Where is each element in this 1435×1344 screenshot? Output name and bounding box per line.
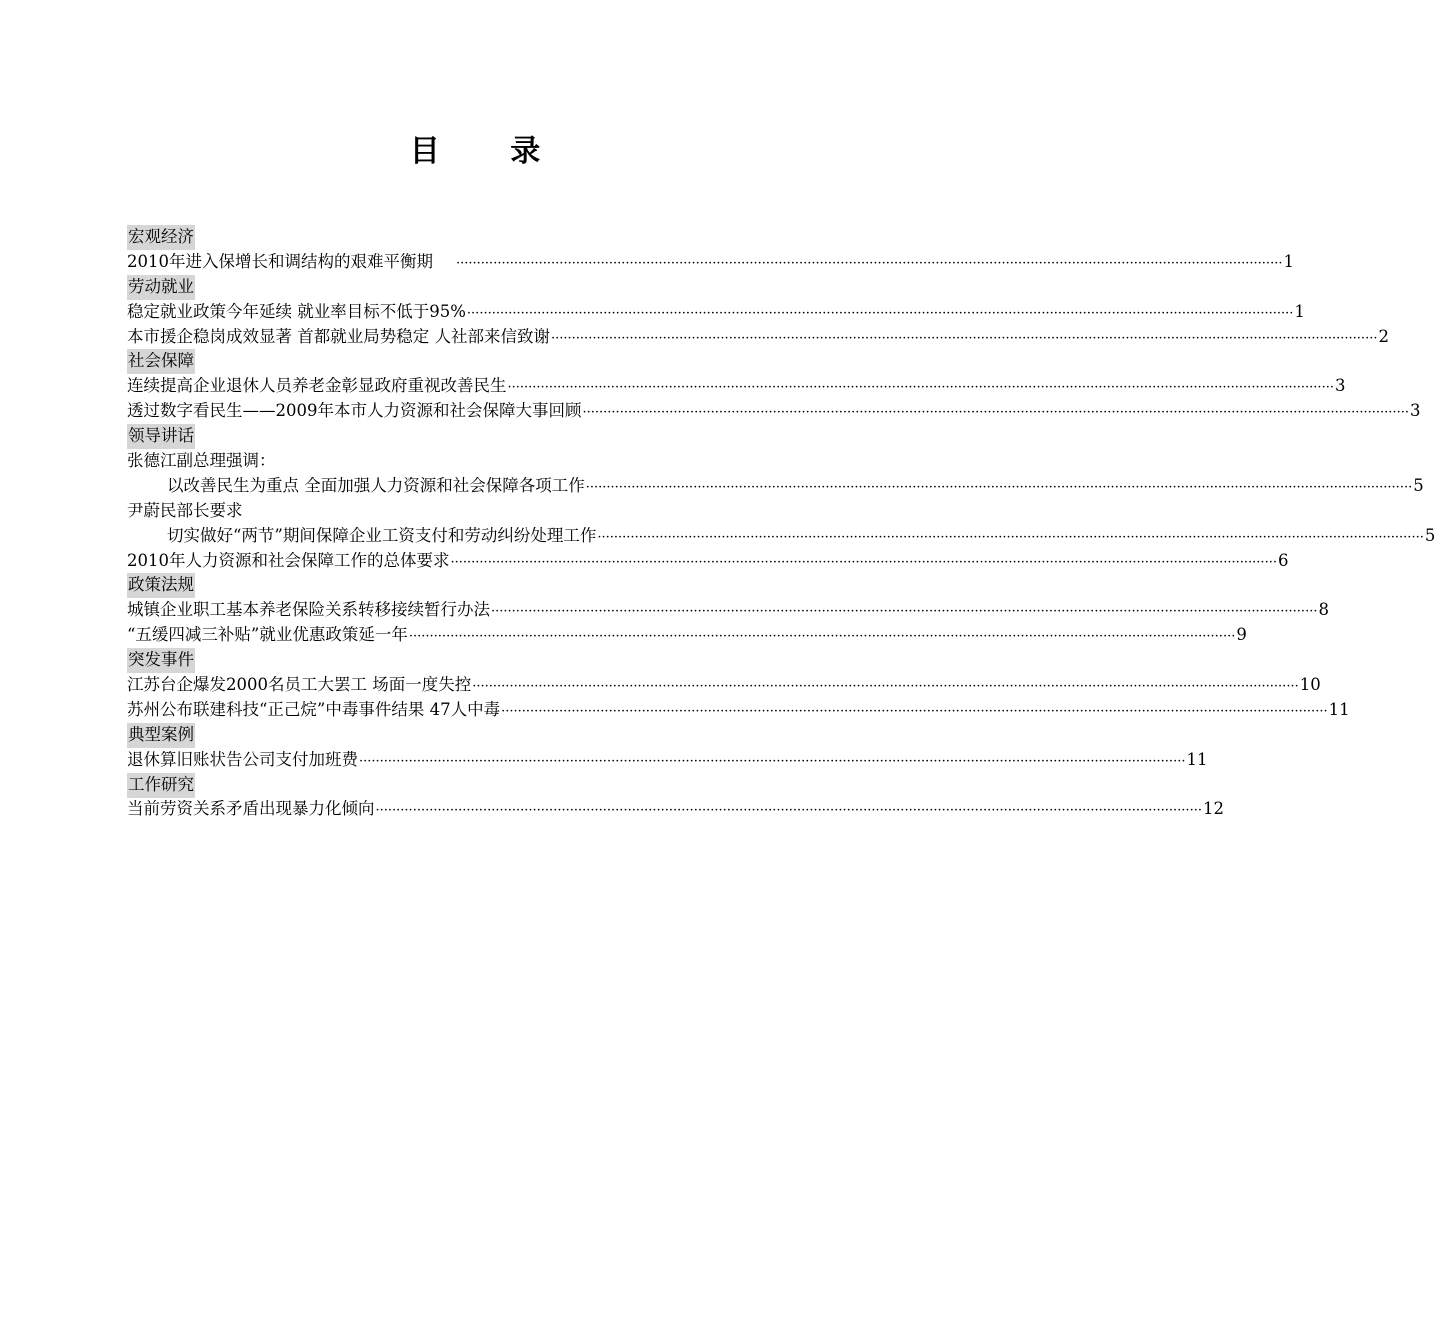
toc-entry [127, 623, 1247, 648]
page-number: 2 [1378, 326, 1389, 346]
leader-dots: ········································································································································································································ [472, 679, 1299, 695]
page-number: 6 [1277, 550, 1289, 570]
page-number: 12 [1202, 799, 1224, 819]
section-label: 社会保障 [127, 349, 195, 374]
toc-entry [127, 399, 1421, 424]
page-number: 5 [1413, 475, 1424, 495]
toc-entry [127, 325, 1389, 350]
leader-dots: ········································································································································································································ [359, 753, 1186, 769]
toc-entry [127, 748, 1208, 773]
section-label: 政策法规 [127, 573, 195, 598]
toc-entry [127, 549, 1289, 574]
entry-title: 苏州公布联建科技“正己烷”中毒事件结果 47人中毒 [127, 699, 501, 719]
toc-section-heading [127, 648, 815, 673]
entry-title: 透过数字看民生——2009年本市人力资源和社会保障大事回顾 [127, 401, 582, 421]
entry-title: 稳定就业政策今年延续 就业率目标不低于95% [127, 301, 466, 321]
toc-entry [127, 598, 1329, 623]
section-label: 劳动就业 [127, 275, 195, 300]
toc-section-heading [127, 225, 815, 250]
leader-dots: ········································································································································································································ [408, 629, 1236, 645]
subheading-label: 张德江副总理强调： [127, 451, 276, 471]
page-number: 11 [1186, 749, 1208, 769]
page-number: 11 [1328, 699, 1350, 719]
section-label: 突发事件 [127, 648, 195, 673]
toc-entry [127, 250, 1294, 275]
toc-section-heading [127, 424, 815, 449]
leader-dots: ········································································································································································································ [466, 305, 1294, 321]
toc-section-heading [127, 773, 815, 798]
leader-dots: ········································································································································································································ [582, 405, 1409, 421]
entry-title: 本市援企稳岗成效显著 首都就业局势稳定 人社部来信致谢 [127, 326, 550, 346]
toc-subheading [127, 449, 815, 474]
entry-title: “五缓四减三补贴”就业优惠政策延一年 [127, 625, 408, 645]
leader-dots: ········································································································································································································ [456, 255, 1283, 271]
subheading-label: 尹蔚民部长要求 [127, 500, 243, 520]
toc-section-heading [127, 573, 815, 598]
toc-entry [127, 374, 1346, 399]
leader-dots: ········································································································································································································ [491, 604, 1318, 620]
leader-dots: ········································································································································································································ [375, 803, 1202, 819]
page-number: 8 [1318, 600, 1329, 620]
toc-entry [127, 300, 1305, 325]
entry-title: 连续提高企业退休人员养老金彰显政府重视改善民生 [127, 376, 507, 396]
toc-entry [127, 797, 1224, 822]
entry-title: 退休算旧账状告公司支付加班费 [127, 749, 358, 769]
leader-dots: ········································································································································································································ [585, 479, 1413, 495]
page-number: 3 [1334, 376, 1346, 396]
toc-entry [127, 474, 1424, 499]
table-of-contents [127, 225, 1435, 822]
entry-title: 2010年人力资源和社会保障工作的总体要求 [127, 550, 450, 570]
section-label: 工作研究 [127, 773, 195, 798]
page-number: 1 [1294, 301, 1305, 321]
leader-dots: ········································································································································································································ [597, 529, 1424, 545]
section-label: 典型案例 [127, 723, 195, 748]
leader-dots: ········································································································································································································ [507, 380, 1334, 396]
toc-entry [127, 673, 1321, 698]
page-number: 9 [1236, 625, 1247, 645]
toc-entry [127, 698, 1350, 723]
entry-title: 切实做好“两节”期间保障企业工资支付和劳动纠纷处理工作 [167, 525, 597, 545]
page-number: 10 [1299, 675, 1321, 695]
page-number: 5 [1424, 525, 1435, 545]
entry-title: 城镇企业职工基本养老保险关系转移接续暂行办法 [127, 600, 490, 620]
page-number: 3 [1409, 401, 1421, 421]
toc-subheading [127, 499, 815, 524]
entry-title: 当前劳资关系矛盾出现暴力化倾向 [127, 799, 375, 819]
leader-dots: ········································································································································································································ [501, 703, 1328, 719]
toc-entry [127, 524, 1435, 549]
entry-title: 江苏台企爆发2000名员工大罢工 场面一度失控 [127, 675, 472, 695]
page-number: 1 [1283, 251, 1294, 271]
entry-title: 2010年进入保增长和调结构的艰难平衡期 [127, 251, 433, 271]
section-label: 领导讲话 [127, 424, 195, 449]
page-title: 目 录 [409, 134, 571, 169]
toc-section-heading [127, 349, 815, 374]
toc-section-heading [127, 275, 815, 300]
entry-title: 以改善民生为重点 全面加强人力资源和社会保障各项工作 [167, 475, 585, 495]
section-label: 宏观经济 [127, 225, 195, 250]
leader-dots: ········································································································································································································ [450, 554, 1277, 570]
leader-dots: ········································································································································································································ [551, 330, 1378, 346]
toc-section-heading [127, 723, 815, 748]
